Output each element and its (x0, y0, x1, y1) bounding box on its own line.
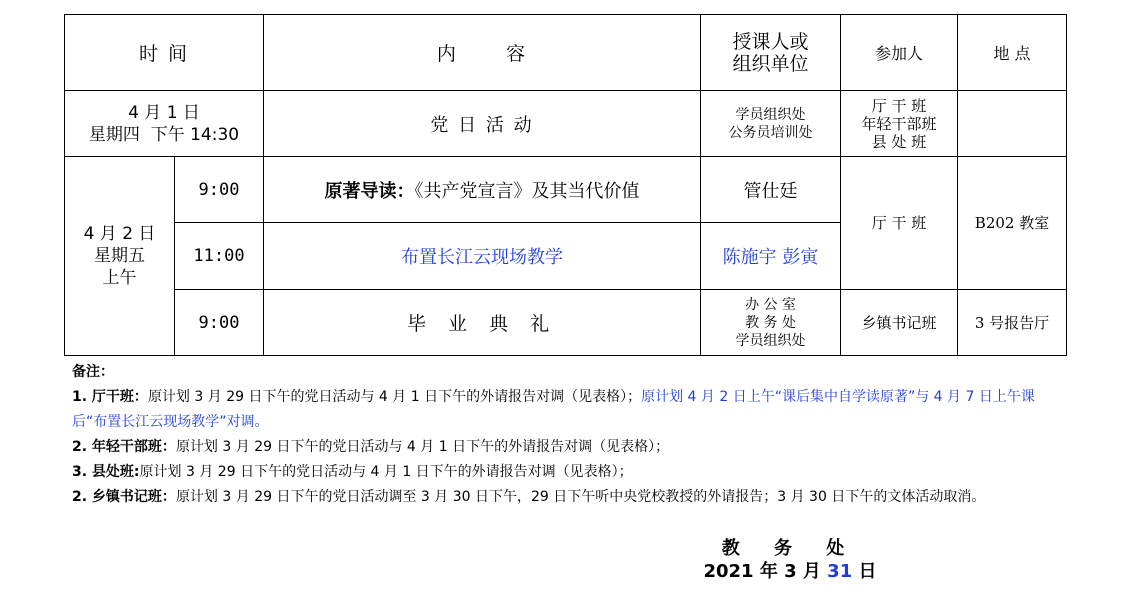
note-1-label: 1. 厅干班： (72, 389, 148, 405)
table-row (65, 157, 1067, 223)
row4-org-line3: 学员组织处 (735, 332, 806, 349)
group2-date-line2: 星期五 (94, 246, 145, 266)
group2-date-line1: 4 月 2 日 (83, 224, 156, 244)
row4-org-line1: 办 公 室 (745, 296, 796, 313)
header-lecturer-line2: 组织单位 (732, 52, 809, 75)
row3-time: 11:00 (175, 223, 264, 290)
row1-part-line2: 年轻干部班 (861, 114, 937, 133)
row1-location (958, 91, 1067, 157)
row2-content-lead: 原著导读： (324, 180, 415, 202)
note-2-label: 2. 年轻干部班： (72, 439, 176, 455)
note-1-blue-text: 原计划 4 月 2 日上午“课后集中自学读原著”与 4 月 7 日上午课后“布置长江云现场教学”对调。 (72, 389, 1035, 430)
row1-participants (841, 91, 958, 157)
row2-content (264, 157, 701, 223)
signature-date-prefix: 2021 年 3 月 (703, 561, 828, 582)
header-participants: 参加人 (841, 15, 958, 91)
row1-part-line3: 县 处 班 (871, 132, 927, 151)
row2-content-rest: 《共产党宣言》及其当代价值 (414, 180, 640, 202)
row1-content: 党 日 活 动 (264, 91, 701, 157)
group2-date (65, 157, 175, 356)
notes-heading: 备注： (72, 364, 114, 380)
row4-content: 毕 业 典 礼 (264, 290, 701, 356)
group2-date-line3: 上午 (102, 268, 137, 288)
row3-lecturer: 陈施宇 彭寅 (701, 223, 841, 290)
note-3-text: 原计划 3 月 29 日下午的党日活动与 4 月 1 日下午的外请报告对调（见表格）； (139, 464, 633, 480)
row1-org-line2: 公务员培训处 (728, 124, 813, 141)
schedule-table (64, 14, 1067, 356)
signature-date-day: 31 (827, 561, 853, 582)
row4-time: 9:00 (175, 290, 264, 356)
note-1-text: 原计划 3 月 29 日下午的党日活动与 4 月 1 日下午的外请报告对调（见表格）； (147, 389, 642, 405)
row1-organizer (701, 91, 841, 157)
header-time: 时 间 (65, 15, 264, 91)
note-3 (72, 460, 1067, 485)
header-lecturer (701, 15, 841, 91)
signature-date (690, 560, 890, 584)
note-4-label: 2. 乡镇书记班： (72, 489, 176, 505)
row4-participants: 乡镇书记班 (841, 290, 958, 356)
row2-time: 9:00 (175, 157, 264, 223)
row1-part-line1: 厅 干 班 (871, 96, 927, 115)
row4-organizer (701, 290, 841, 356)
signature-dept: 教 务 处 (721, 538, 859, 559)
row4-org-line2: 教 务 处 (745, 314, 796, 331)
row1-org-line1: 学员组织处 (735, 106, 806, 123)
row4-location: 3 号报告厅 (958, 290, 1067, 356)
note-3-label: 3. 县处班: (72, 464, 140, 480)
note-4-text: 原计划 3 月 29 日下午的党日活动调至 3 月 30 日下午，29 日下午听中央党校教授的外请报告；3 月 30 日下午的文体活动取消。 (175, 489, 986, 505)
row1-date: 4 月 1 日 (128, 102, 200, 123)
group2-participants: 厅 干 班 (841, 157, 958, 290)
note-2-text: 原计划 3 月 29 日下午的党日活动与 4 月 1 日下午的外请报告对调（见表格）； (175, 439, 670, 455)
note-2 (72, 435, 1067, 460)
row1-datetime (65, 91, 264, 157)
row3-content: 布置长江云现场教学 (264, 223, 701, 290)
row2-lecturer: 管仕廷 (701, 157, 841, 223)
group2-location: B202 教室 (958, 157, 1067, 290)
note-1 (72, 385, 1067, 435)
header-content: 内 容 (264, 15, 701, 91)
note-4 (72, 485, 1067, 510)
signature-block (690, 538, 890, 584)
signature-date-suffix: 日 (852, 561, 877, 582)
header-location: 地 点 (958, 15, 1067, 91)
row1-time: 星期四 下午 14:30 (88, 124, 240, 145)
header-row (65, 15, 1067, 91)
table-row (65, 91, 1067, 157)
table-row (65, 290, 1067, 356)
notes-section (72, 360, 1067, 510)
header-lecturer-line1: 授课人或 (732, 30, 809, 53)
